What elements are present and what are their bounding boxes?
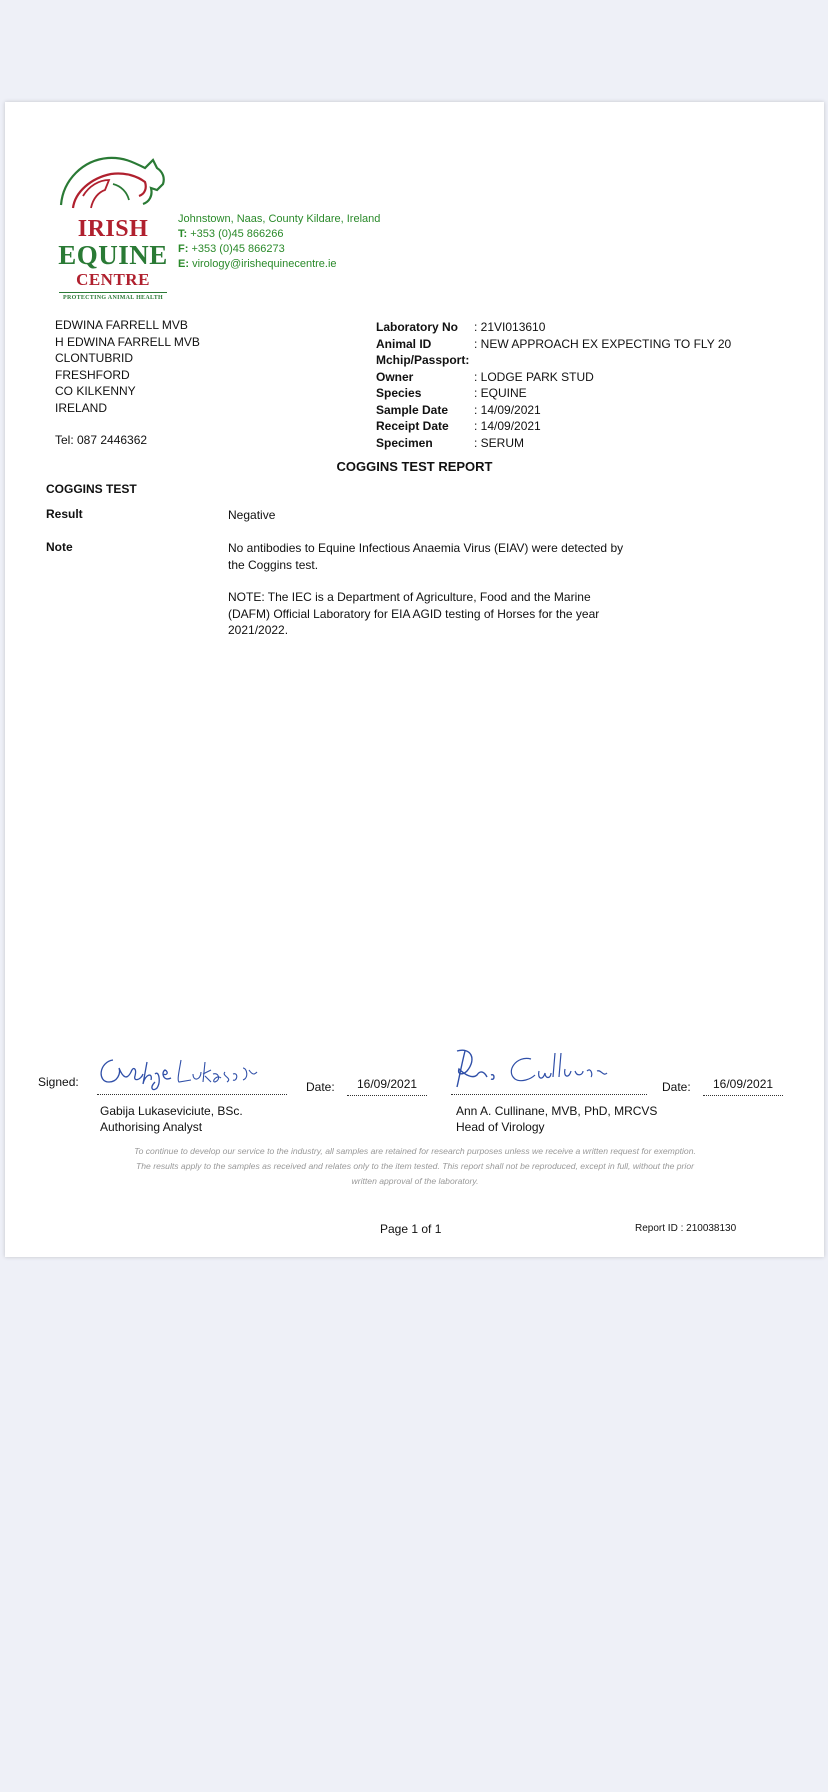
- detail-value: : NEW APPROACH EX EXPECTING TO FLY 20: [474, 336, 732, 351]
- logo-tagline: PROTECTING ANIMAL HEALTH: [63, 295, 163, 301]
- section-heading: COGGINS TEST: [46, 482, 137, 496]
- note-text: No antibodies to Equine Infectious Anaemia Virus (EIAV) were detected by the Coggins test. NOTE: The IEC is a Department of Agriculture, Food and the Marine (DAFM) Official Laboratory for EIA AGID testing of Horses for the year 2021/2022.: [228, 541, 624, 637]
- date-value-left: 16/09/2021: [357, 1077, 418, 1091]
- lab-email[interactable]: E: virology@irishequinecentre.ie: [178, 258, 337, 270]
- date-label-left: Date:: [306, 1080, 335, 1094]
- lab-address: Johnstown, Naas, County Kildare, Ireland: [178, 213, 381, 225]
- recipient-line: CLONTUBRID: [55, 351, 134, 365]
- report-id: Report ID : 210038130: [635, 1223, 737, 1234]
- lab-phone: T: +353 (0)45 866266: [178, 228, 284, 240]
- detail-label: Specimen: [376, 435, 433, 450]
- detail-row: [376, 336, 731, 353]
- detail-value: : 14/09/2021: [474, 419, 541, 433]
- signed-label: Signed:: [38, 1075, 79, 1089]
- report-page: [5, 102, 824, 1257]
- date-line-left: [347, 1095, 427, 1096]
- detail-label: Laboratory No: [376, 320, 459, 334]
- signature-image-right: [451, 1045, 621, 1091]
- detail-label: Mchip/Passport:: [376, 353, 470, 367]
- logo-irish: IRISH: [77, 216, 149, 242]
- recipient-line: FRESHFORD: [55, 367, 130, 382]
- footer-disclaimer: To continue to develop our service to the industry, all samples are retained for research purposes unless we receive a written request for exemption. The results apply to the samples as received and relates only to the item tested. This report shall not be reproduced, except in full, without the prior written approval of the laboratory.: [134, 1146, 696, 1186]
- logo-divider: [59, 292, 167, 293]
- detail-value: : LODGE PARK STUD: [474, 369, 594, 384]
- result-value: Negative: [228, 508, 276, 522]
- signer-role-right: Head of Virology: [456, 1120, 545, 1134]
- horse-logo-icon: [53, 150, 173, 220]
- signer-role-left: Authorising Analyst: [100, 1120, 203, 1134]
- detail-row: [376, 418, 731, 435]
- recipient-line: H EDWINA FARRELL MVB: [55, 334, 200, 349]
- recipient-address: [55, 317, 200, 416]
- detail-value: : SERUM: [474, 435, 525, 450]
- signature-line-right: [451, 1094, 647, 1095]
- logo-equine: EQUINE: [58, 240, 168, 270]
- logo-centre: CENTRE: [76, 270, 150, 289]
- irish-equine-centre-logo: [53, 150, 173, 305]
- page-number: Page 1 of 1: [380, 1222, 442, 1236]
- detail-label: Receipt Date: [376, 419, 449, 433]
- signer-name-left: Gabija Lukaseviciute, BSc.: [100, 1104, 243, 1118]
- detail-row: [376, 352, 731, 369]
- sample-details: [376, 319, 731, 451]
- recipient-line: EDWINA FARRELL MVB: [55, 318, 188, 332]
- detail-row: [376, 319, 731, 336]
- lab-fax: F: +353 (0)45 866273: [178, 243, 285, 255]
- detail-label: Owner: [376, 369, 414, 384]
- detail-row: [376, 402, 731, 419]
- detail-label: Sample Date: [376, 402, 449, 417]
- recipient-line: CO KILKENNY: [55, 384, 136, 398]
- date-label-right: Date:: [662, 1080, 691, 1094]
- date-value-right: 16/09/2021: [713, 1077, 774, 1091]
- detail-label: Species: [376, 386, 422, 400]
- note-label: Note: [46, 540, 73, 554]
- detail-row: [376, 385, 731, 402]
- result-label: Result: [46, 507, 83, 521]
- detail-label: Animal ID: [376, 336, 432, 351]
- signature-line-left: [97, 1094, 287, 1095]
- date-line-right: [703, 1095, 783, 1096]
- detail-value: : EQUINE: [474, 386, 527, 400]
- detail-row: [376, 369, 731, 386]
- recipient-line: IRELAND: [55, 400, 108, 415]
- detail-value: : 21VI013610: [474, 320, 546, 334]
- detail-row: [376, 435, 731, 452]
- detail-value: : 14/09/2021: [474, 402, 541, 417]
- report-title: COGGINS TEST REPORT: [336, 459, 493, 474]
- signer-name-right: Ann A. Cullinane, MVB, PhD, MRCVS: [456, 1104, 658, 1118]
- recipient-tel: Tel: 087 2446362: [55, 433, 148, 447]
- lab-contact-block: [178, 212, 380, 272]
- signature-image-left: [93, 1052, 263, 1092]
